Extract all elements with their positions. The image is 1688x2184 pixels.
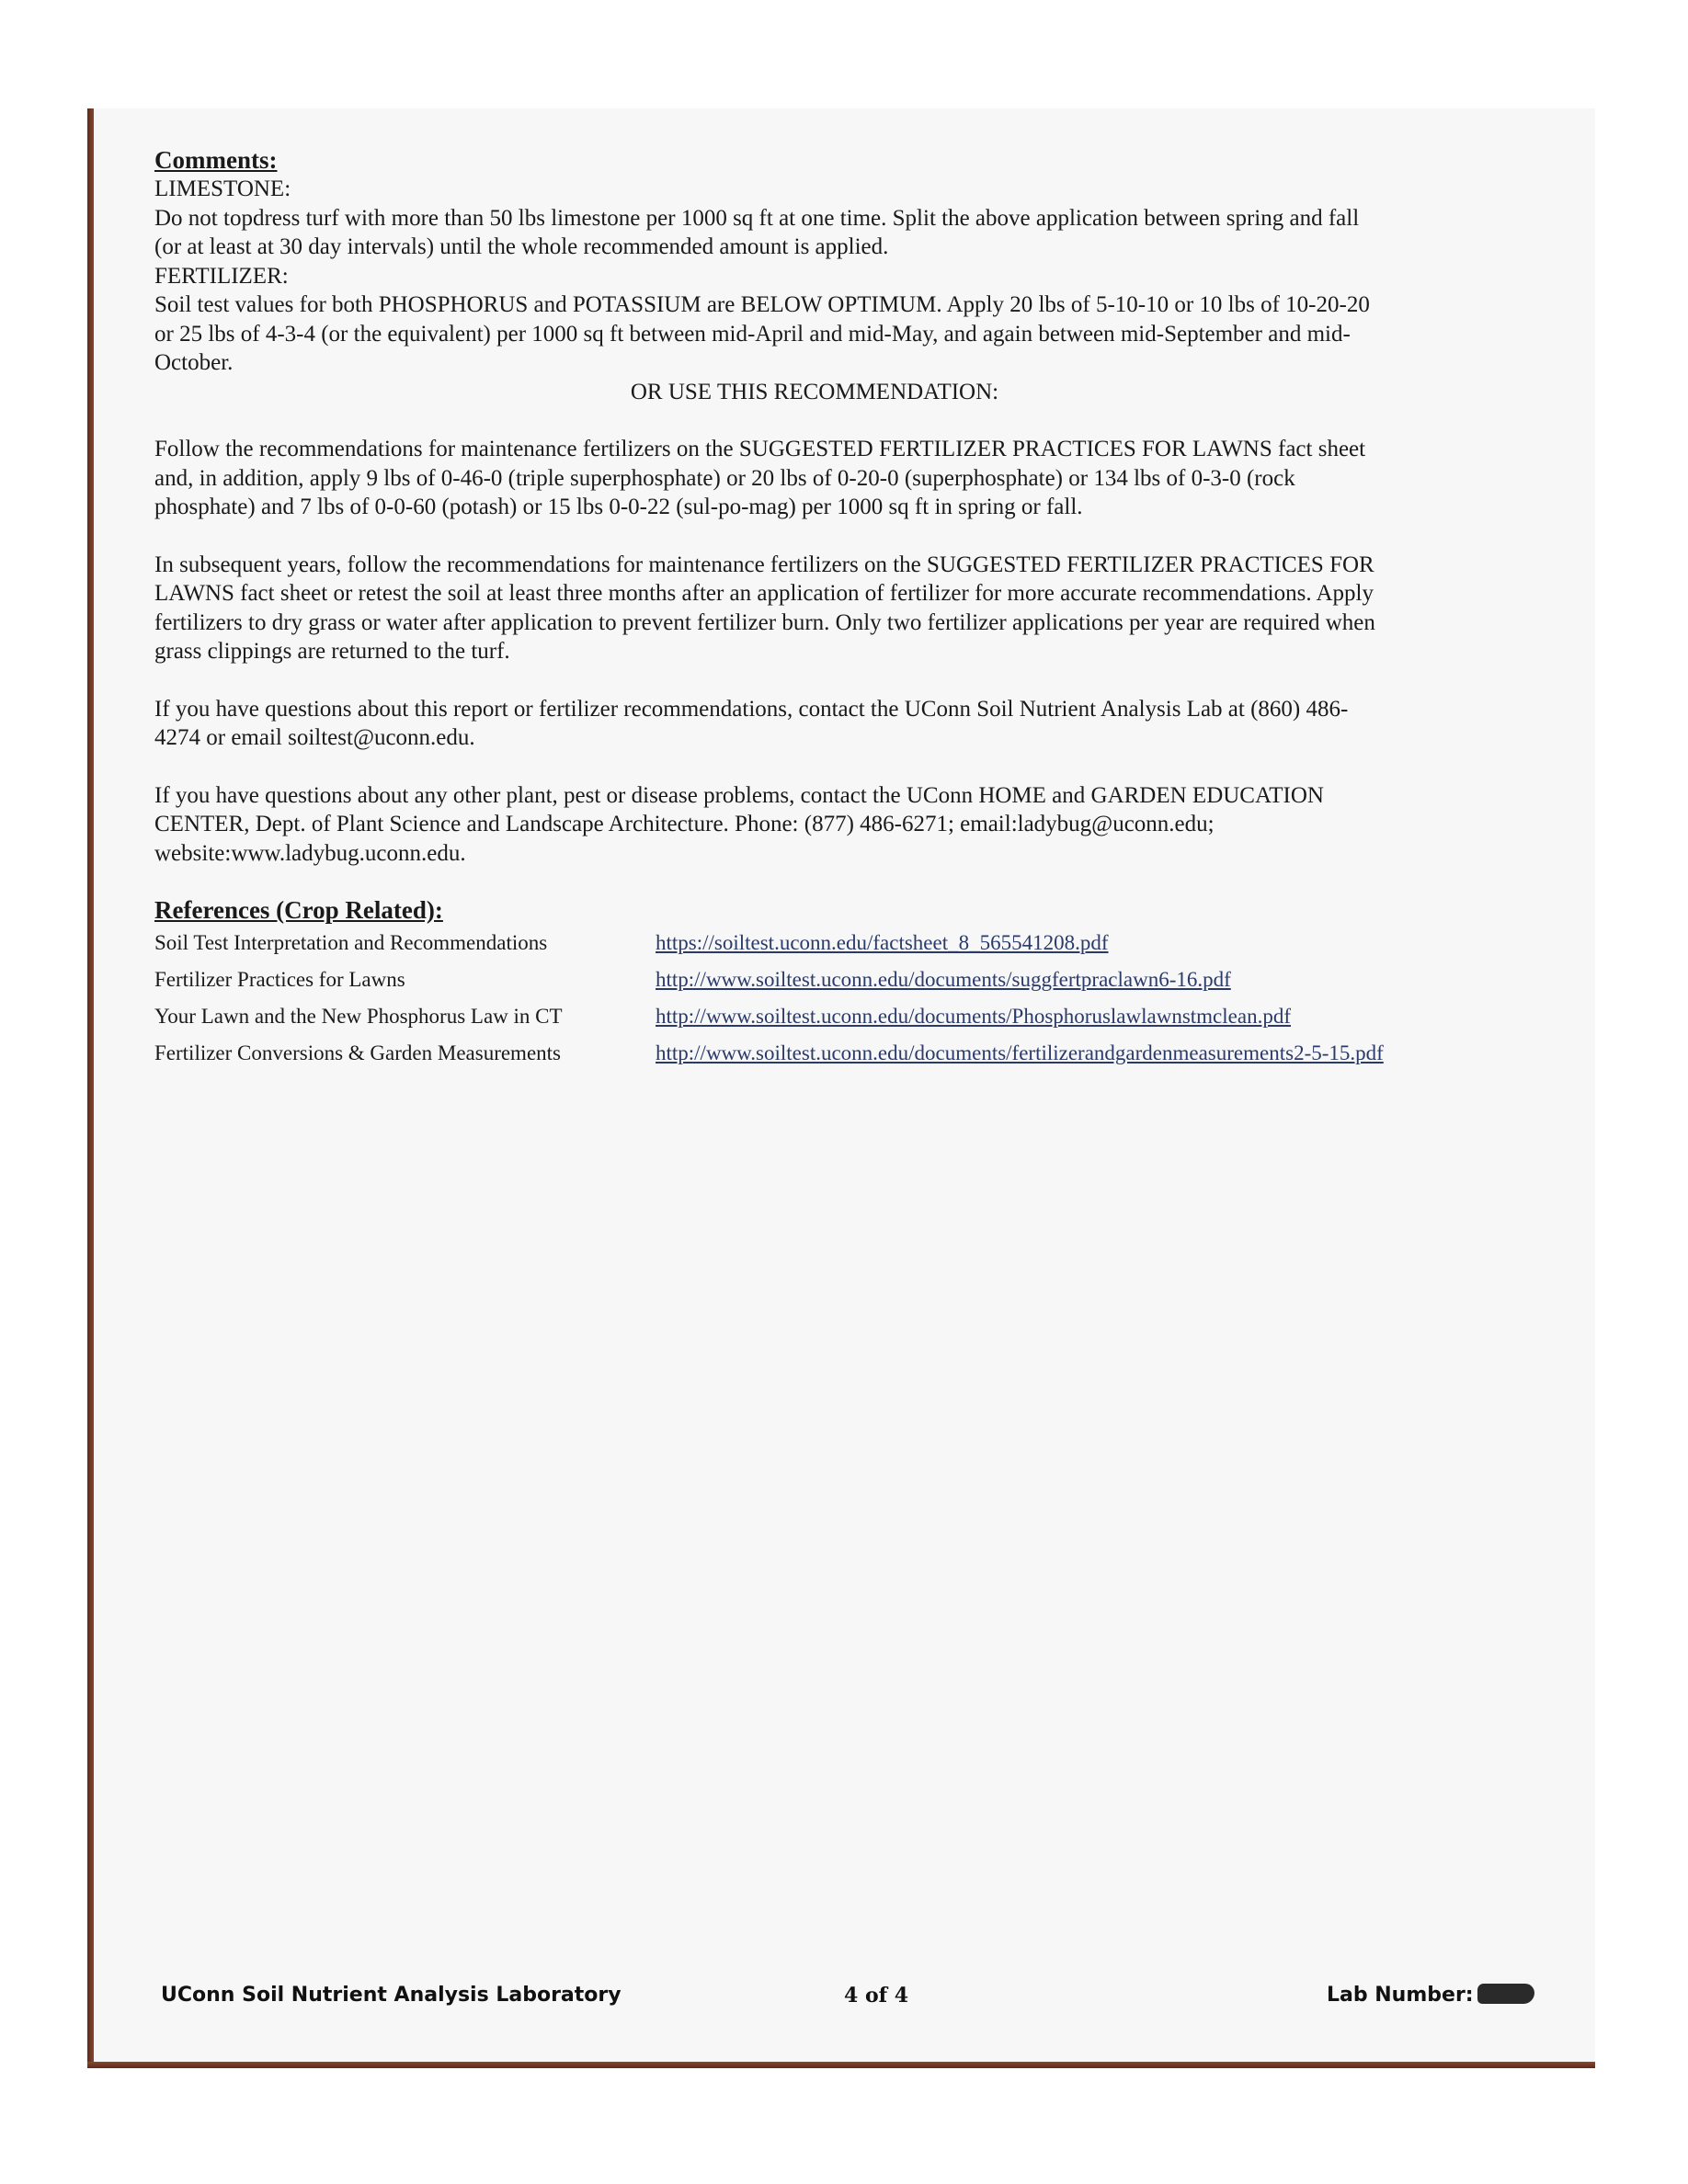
subsequent-years-paragraph-line: fertilizers to dry grass or water after application to prevent fertilizer burn. Only two fertilizer applications per year are required when: [154, 609, 1375, 635]
garden-center-paragraph-line: CENTER, Dept. of Plant Science and Landscape Architecture. Phone: (877) 486-6271; email:ladybug@uconn.edu;: [154, 812, 1215, 836]
reference-row: [154, 998, 1475, 1035]
report-content: [154, 145, 1475, 1072]
comments-title: Comments:: [154, 146, 278, 174]
reference-name: Fertilizer Practices for Lawns: [154, 968, 405, 991]
reference-row: [154, 925, 1475, 961]
lab-contact-paragraph-line: 4274 or email soiltest@uconn.edu.: [154, 725, 475, 750]
limestone-text-line: Do not topdress turf with more than 50 lbs limestone per 1000 sq ft at one time. Split the above application between spring and fall: [154, 205, 1360, 231]
reference-link[interactable]: http://www.soiltest.uconn.edu/documents/fertilizerandgardenmeasurements2-5-15.pdf: [656, 1041, 1384, 1064]
reference-link[interactable]: http://www.soiltest.uconn.edu/documents/suggfertpraclawn6-16.pdf: [656, 968, 1231, 991]
garden-center-paragraph-line: website:www.ladybug.uconn.edu.: [154, 840, 466, 866]
recommendation-paragraph-line: phosphate) and 7 lbs of 0-0-60 (potash) or 15 lbs 0-0-22 (sul-po-mag) per 1000 sq ft in spring or fall.: [154, 495, 1083, 519]
redaction-mark: [1477, 1984, 1534, 2004]
subsequent-years-paragraph-line: grass clippings are returned to the turf.: [154, 639, 510, 664]
footer-page-number: 4 of 4: [844, 1984, 909, 2008]
garden-center-paragraph-line: If you have questions about any other plant, pest or disease problems, contact the UConn HOME and GARDEN EDUCATION: [154, 782, 1324, 808]
fertilizer-text-line: or 25 lbs of 4-3-4 (or the equivalent) per 1000 sq ft between mid-April and mid-May, and again between mid-September and mid-: [154, 321, 1351, 347]
reference-link[interactable]: https://soiltest.uconn.edu/factsheet_8_565541208.pdf: [656, 931, 1109, 954]
reference-name: Soil Test Interpretation and Recommendations: [154, 931, 548, 954]
fertilizer-heading: FERTILIZER:: [154, 263, 289, 289]
lab-number-label: Lab Number:: [1327, 1984, 1474, 2007]
subsequent-years-paragraph-line: In subsequent years, follow the recommendations for maintenance fertilizers on the SUGGESTED FERTILIZER PRACTICES FOR: [154, 552, 1374, 577]
desk-edge-left: [87, 108, 94, 2066]
limestone-heading: LIMESTONE:: [154, 176, 291, 201]
reference-name: Your Lawn and the New Phosphorus Law in CT: [154, 1005, 563, 1028]
fertilizer-text-line: Soil test values for both PHOSPHORUS and POTASSIUM are BELOW OPTIMUM. Apply 20 lbs of 5-10-10 or 10 lbs of 10-20-20: [154, 292, 1370, 317]
subsequent-years-paragraph-line: LAWNS fact sheet or retest the soil at least three months after an application of fertilizer for more accurate recommendations. Apply: [154, 581, 1374, 606]
limestone-text-line: (or at least at 30 day intervals) until the whole recommended amount is applied.: [154, 234, 889, 259]
footer-lab-name: UConn Soil Nutrient Analysis Laboratory: [161, 1984, 622, 2007]
reference-link[interactable]: http://www.soiltest.uconn.edu/documents/Phosphoruslawlawnstmclean.pdf: [656, 1005, 1291, 1028]
reference-name: Fertilizer Conversions & Garden Measurements: [154, 1041, 561, 1064]
fertilizer-text-line: October.: [154, 350, 234, 375]
desk-edge-bottom: [87, 2062, 1595, 2068]
footer-lab-number: [1327, 1984, 1534, 2007]
reference-row: [154, 961, 1475, 998]
references-title: References (Crop Related):: [154, 896, 443, 924]
recommendation-paragraph-line: and, in addition, apply 9 lbs of 0-46-0 (triple superphosphate) or 20 lbs of 0-20-0 (superphosphate) or 134 lbs of 0-3-0 (rock: [154, 465, 1295, 491]
reference-row: [154, 1035, 1475, 1072]
recommendation-paragraph-line: Follow the recommendations for maintenance fertilizers on the SUGGESTED FERTILIZER PRACTICES FOR LAWNS fact sheet: [154, 437, 1366, 461]
or-use-recommendation: OR USE THIS RECOMMENDATION:: [630, 379, 999, 404]
lab-contact-paragraph-line: If you have questions about this report or fertilizer recommendations, contact the UConn Soil Nutrient Analysis Lab at (860) 486-: [154, 696, 1349, 722]
